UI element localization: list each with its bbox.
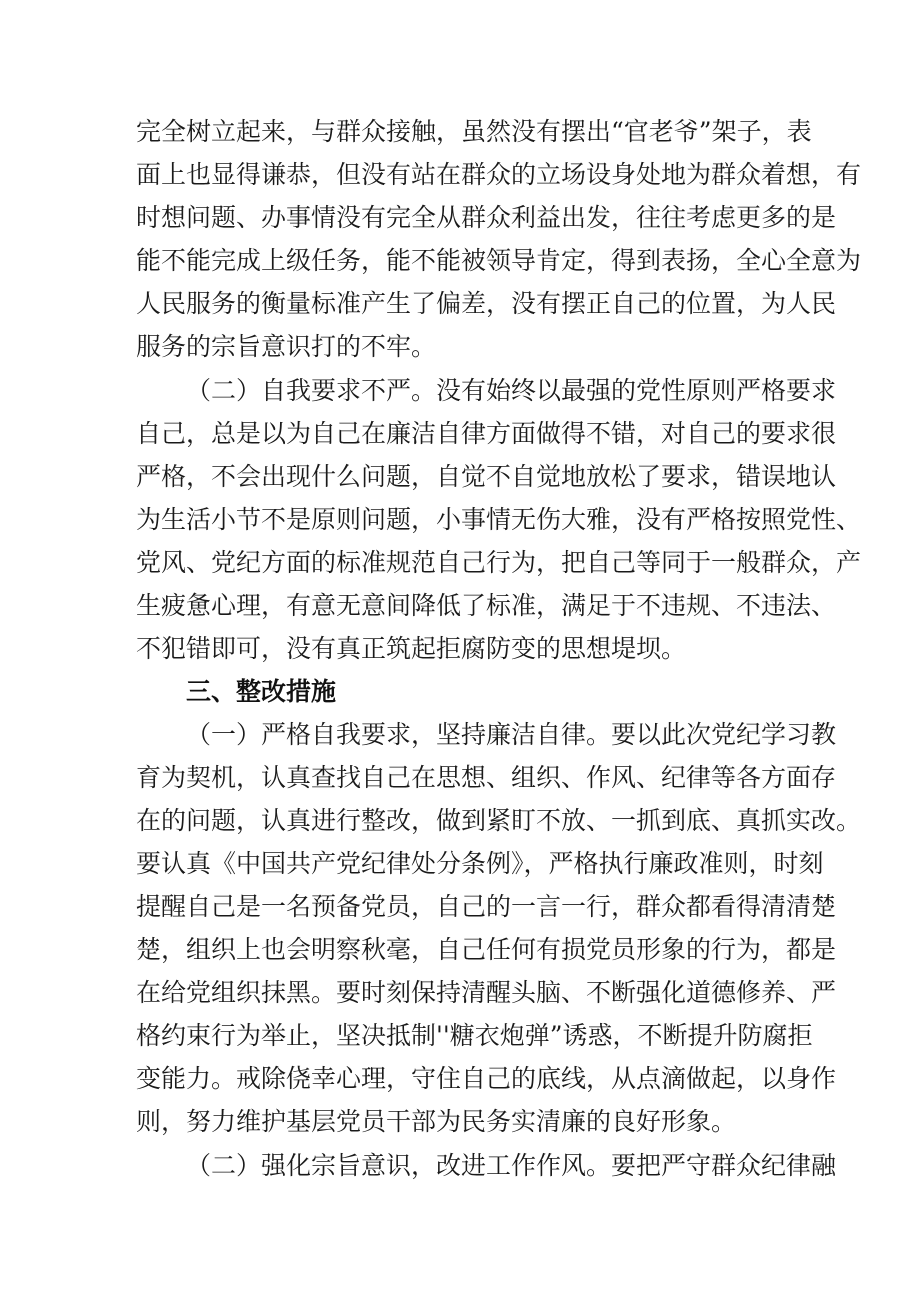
section-heading: 三、整改措施 [186, 677, 337, 706]
paragraph-line: 党风、党纪方面的标准规范自己行为，把自己等同于一般群众，产 [136, 548, 862, 577]
paragraph-line: 要认真《中国共产党纪律处分条例》，严格执行廉政准则，时刻 [136, 849, 824, 878]
paragraph-line: （二）强化宗旨意识，改进工作作风。要把严守群众纪律融 [186, 1151, 837, 1180]
paragraph-line: 生疲惫心理，有意无意间降低了标准，满足于不违规、不违法、 [136, 591, 837, 620]
paragraph-line: （一）严格自我要求，坚持廉洁自律。要以此次党纪学习教 [186, 720, 837, 749]
paragraph-line: 面上也显得谦恭，但没有站在群众的立场设身处地为群众着想，有 [136, 160, 862, 189]
paragraph-line: 自己，总是以为自己在廉洁自律方面做得不错，对自己的要求很 [136, 419, 837, 448]
paragraph-line: 服务的宗旨意识打的不牢。 [136, 332, 437, 361]
paragraph-line: 格约束行为举止，坚决抵制''糖衣炮弹”诱惑，不断提升防腐拒 [136, 1021, 813, 1050]
paragraph-line: 完全树立起来，与群众接触，虽然没有摆出“官老爷”架子，表 [136, 117, 812, 146]
paragraph-line: 为生活小节不是原则问题，小事情无伤大雅，没有严格按照党性、 [136, 505, 862, 534]
paragraph-line: 育为契机，认真查找自己在思想、组织、作风、纪律等各方面存 [136, 763, 837, 792]
paragraph-line: 严格，不会出现什么问题，自觉不自觉地放松了要求，错误地认 [136, 462, 837, 491]
paragraph-line: 则，努力维护基层党员干部为民务实清廉的良好形象。 [136, 1107, 737, 1136]
paragraph-line: 楚，组织上也会明察秋毫，自己任何有损党员形象的行为，都是 [136, 935, 837, 964]
paragraph-line: 变能力。戒除侥幸心理，守住自己的底线，从点滴做起，以身作 [136, 1064, 837, 1093]
paragraph-line: （二）自我要求不严。没有始终以最强的党性原则严格要求 [186, 376, 837, 405]
paragraph-line: 提醒自己是一名预备党员，自己的一言一行，群众都看得清清楚 [136, 892, 837, 921]
paragraph-line: 能不能完成上级任务，能不能被领导肯定，得到表扬，全心全意为 [136, 246, 862, 275]
paragraph-line: 在给党组织抹黑。要时刻保持清醒头脑、不断强化道德修养、严 [136, 978, 837, 1007]
paragraph-line: 不犯错即可，没有真正筑起拒腐防变的思想堤坝。 [136, 634, 687, 663]
paragraph-line: 人民服务的衡量标准产生了偏差，没有摆正自己的位置，为人民 [136, 289, 837, 318]
paragraph-line: 时想问题、办事情没有完全从群众利益出发，往往考虑更多的是 [136, 203, 837, 232]
paragraph-line: 在的问题，认真进行整改，做到紧盯不放、一抓到底、真抓实改。 [136, 806, 862, 835]
